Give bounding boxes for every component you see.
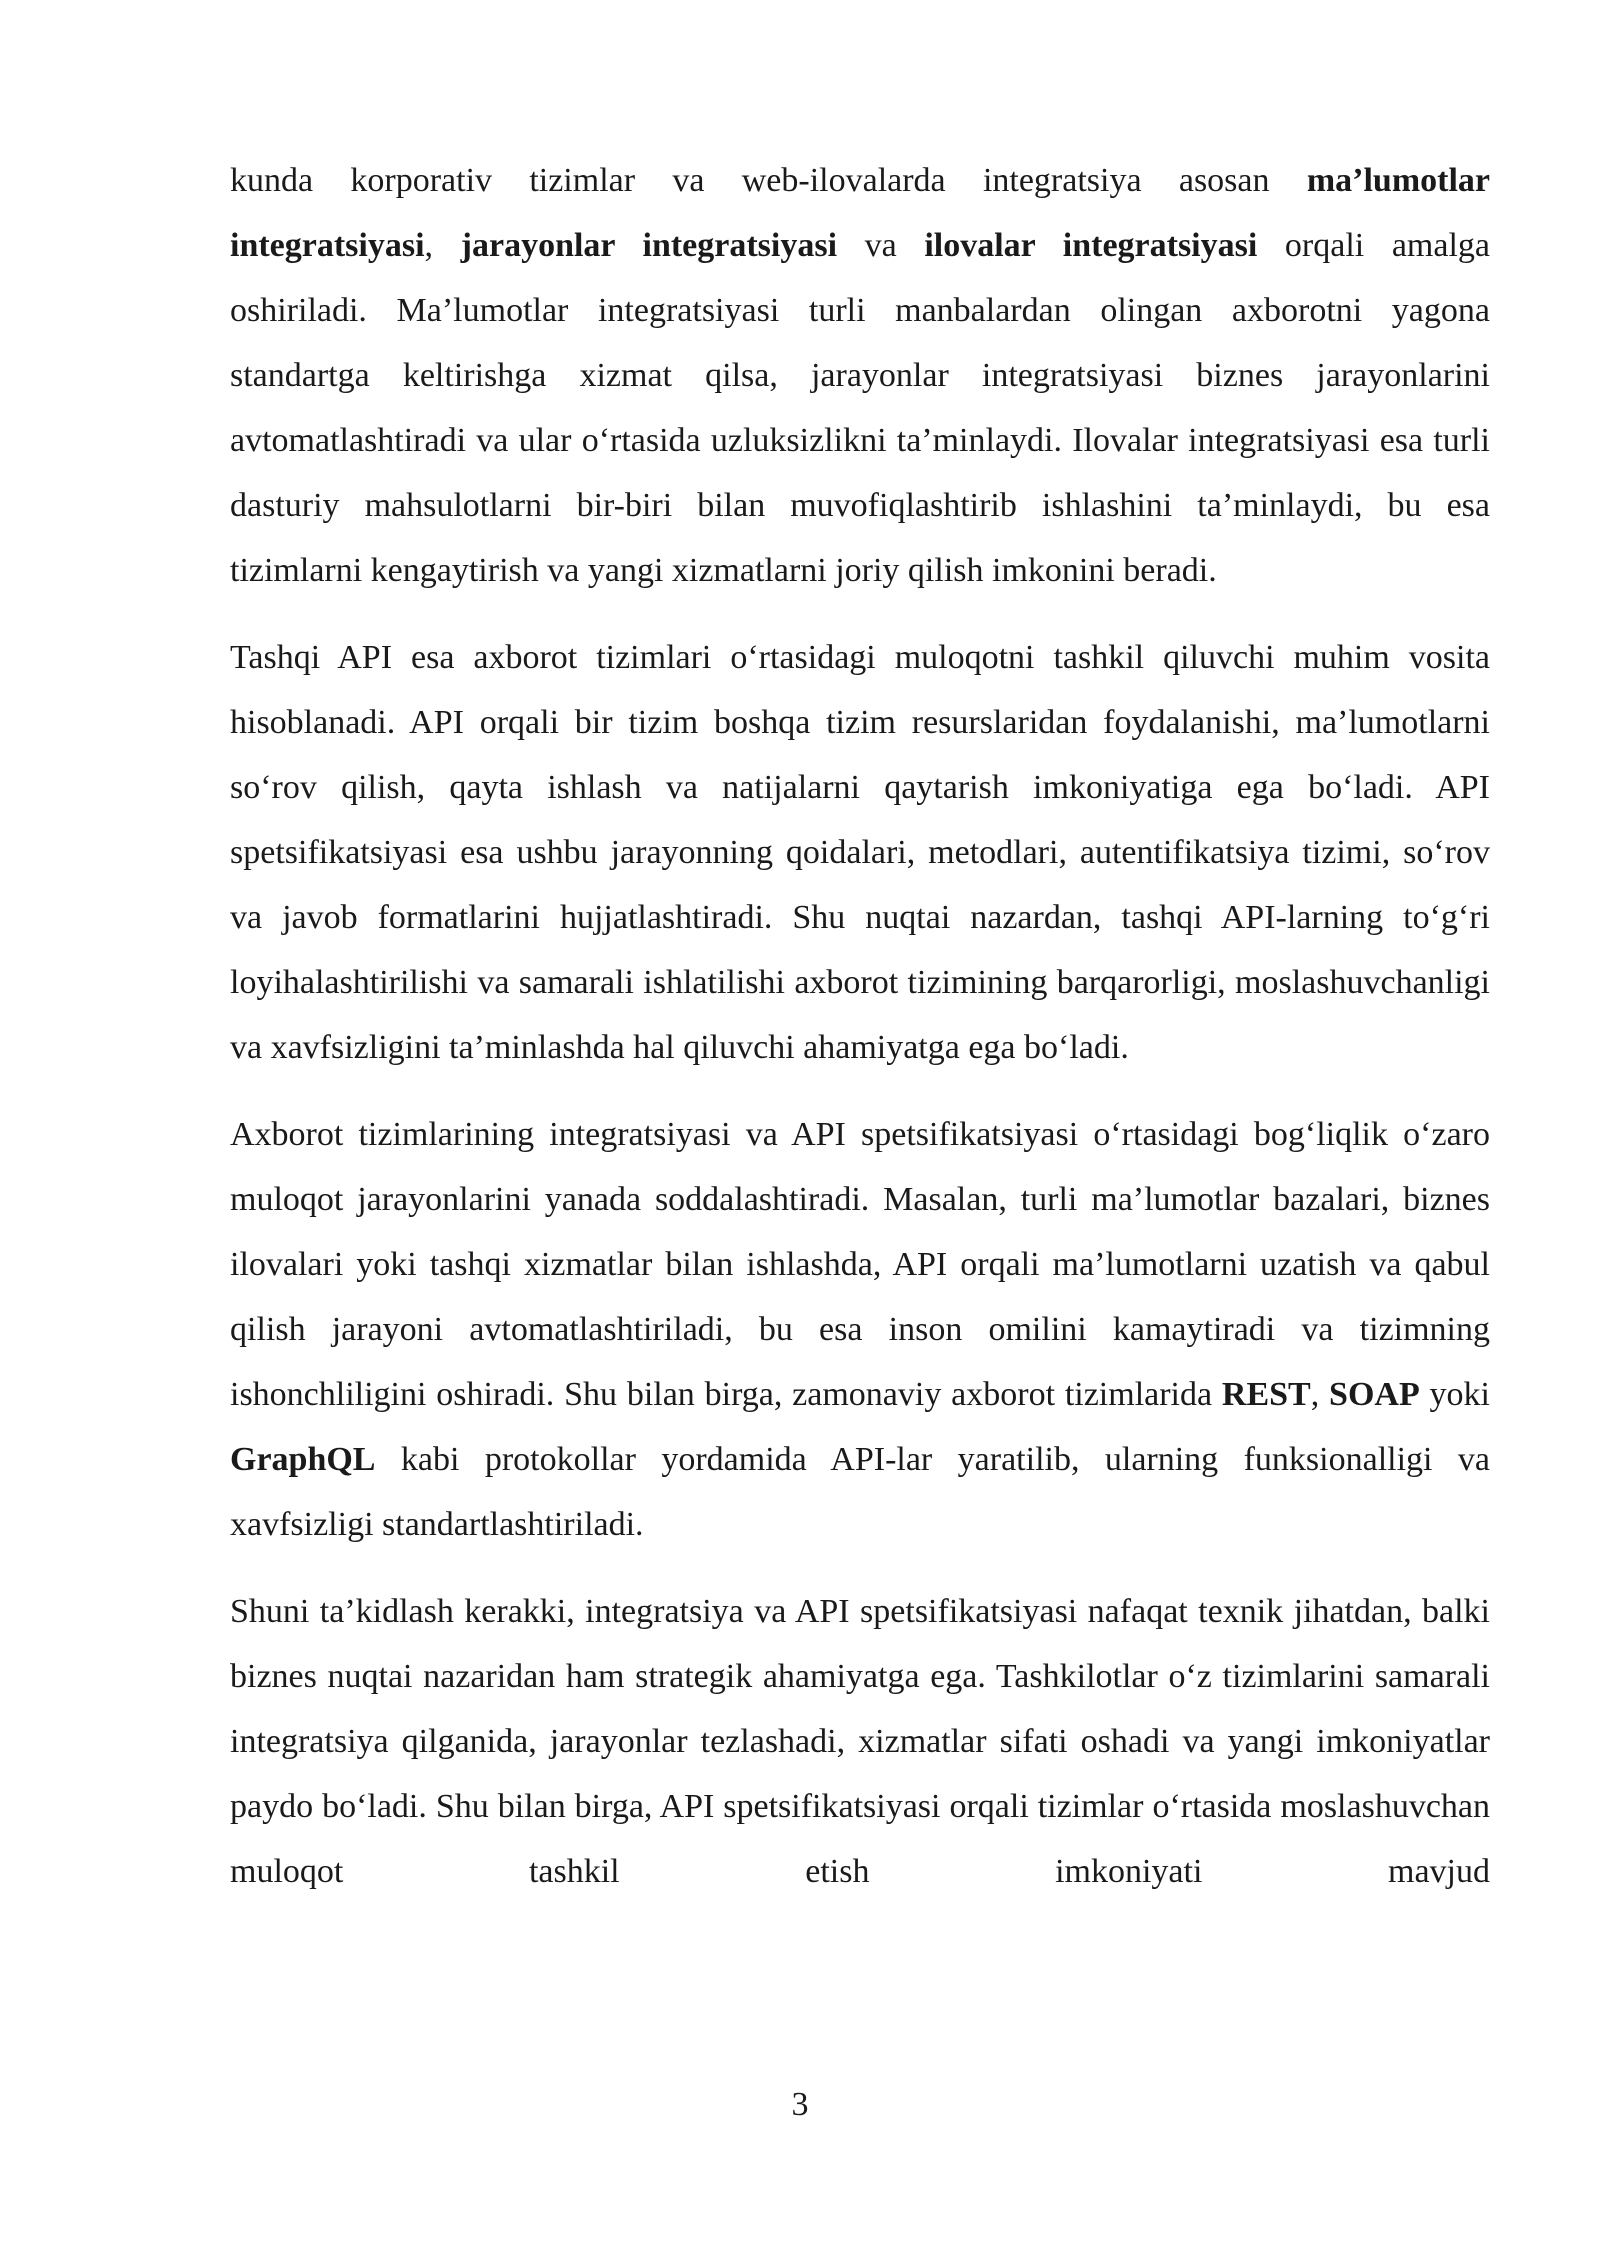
document-body	[230, 148, 1490, 1890]
term-soap: SOAP	[1329, 1376, 1420, 1413]
paragraph-strategic-importance: Shuni ta’kidlash kerakki, integratsiya va API spetsifikatsiyasi nafaqat texnik jihatdan, balki biznes nuqtai nazaridan ham strategik ahamiyatga ega. Tashkilotlar o‘z tizimlarini samarali integratsiya qilganida, jarayonlar tezlashadi, xizmatlar sifati oshadi va yangi imkoniyatlar paydo bo‘ladi. Shu bilan birga, API spetsifikatsiyasi orqali tizimlar o‘rtasida moslashuvchan muloqot tashkil etish imkoniyati mavjud	[230, 1593, 1490, 1890]
paragraph-api-relationship	[230, 1102, 1490, 1557]
page-number: 3	[791, 2086, 809, 2123]
term-data-integration: ma’lumotlar integratsiyasi	[230, 162, 1490, 264]
term-rest: REST	[1221, 1376, 1311, 1413]
paragraph-3-text-3: yoki	[1419, 1376, 1490, 1413]
term-application-integration: ilovalar integratsiyasi	[924, 227, 1258, 264]
paragraph-1-text-2: ,	[424, 227, 461, 264]
paragraph-1-text-4: orqali amalga oshiriladi. Ma’lumotlar integratsiyasi turli manbalardan olingan axborotni yagona standartga keltirishga xizmat qilsa, jarayonlar integratsiyasi biznes jarayonlarini avtomatlashtiradi va ular o‘rtasida uzluksizlikni ta’minlaydi. Ilovalar integratsiyasi esa turli dasturiy mahsulotlarni bir-biri bilan muvofiqlashtirib ishlashini ta’minlaydi, bu esa tizimlarni kengaytirish va yangi xizmatlarni joriy qilish imkonini beradi.	[230, 227, 1490, 589]
paragraph-integration-types	[230, 148, 1490, 603]
term-process-integration: jarayonlar integratsiyasi	[460, 227, 838, 264]
paragraph-1-text-1: kunda korporativ tizimlar va web-ilovalarda integratsiya asosan	[230, 162, 1307, 199]
paragraph-external-api: Tashqi API esa axborot tizimlari o‘rtasidagi muloqotni tashkil qiluvchi muhim vosita hisoblanadi. API orqali bir tizim boshqa tizim resurslaridan foydalanishi, ma’lumotlarni so‘rov qilish, qayta ishlash va natijalarni qaytarish imkoniyatiga ega bo‘ladi. API spetsifikatsiyasi esa ushbu jarayonning qoidalari, metodlari, autentifikatsiya tizimi, so‘rov va javob formatlarini hujjatlashtiradi. Shu nuqtai nazardan, tashqi API-larning to‘g‘ri loyihalashtirilishi va samarali ishlatilishi axborot tizimining barqarorligi, moslashuvchanligi va xavfsizligini ta’minlashda hal qiluvchi ahamiyatga ega bo‘ladi.	[230, 639, 1490, 1066]
term-graphql: GraphQL	[230, 1441, 376, 1478]
paragraph-1-text-3: va	[837, 227, 925, 264]
paragraph-3-text-2: ,	[1310, 1376, 1330, 1413]
paragraph-3-text-4: kabi protokollar yordamida API-lar yaratilib, ularning funksionalligi va xavfsizligi standartlashtiriladi.	[230, 1441, 1490, 1543]
paragraph-3-text-1: Axborot tizimlarining integratsiyasi va API spetsifikatsiyasi o‘rtasidagi bog‘liqlik o‘zaro muloqot jarayonlarini yanada soddalashtiradi. Masalan, turli ma’lumotlar bazalari, biznes ilovalari yoki tashqi xizmatlar bilan ishlashda, API orqali ma’lumotlarni uzatish va qabul qilish jarayoni avtomatlashtiriladi, bu esa inson omilini kamaytiradi va tizimning ishonchliligini oshiradi. Shu bilan birga, zamonaviy axborot tizimlarida	[230, 1116, 1490, 1413]
